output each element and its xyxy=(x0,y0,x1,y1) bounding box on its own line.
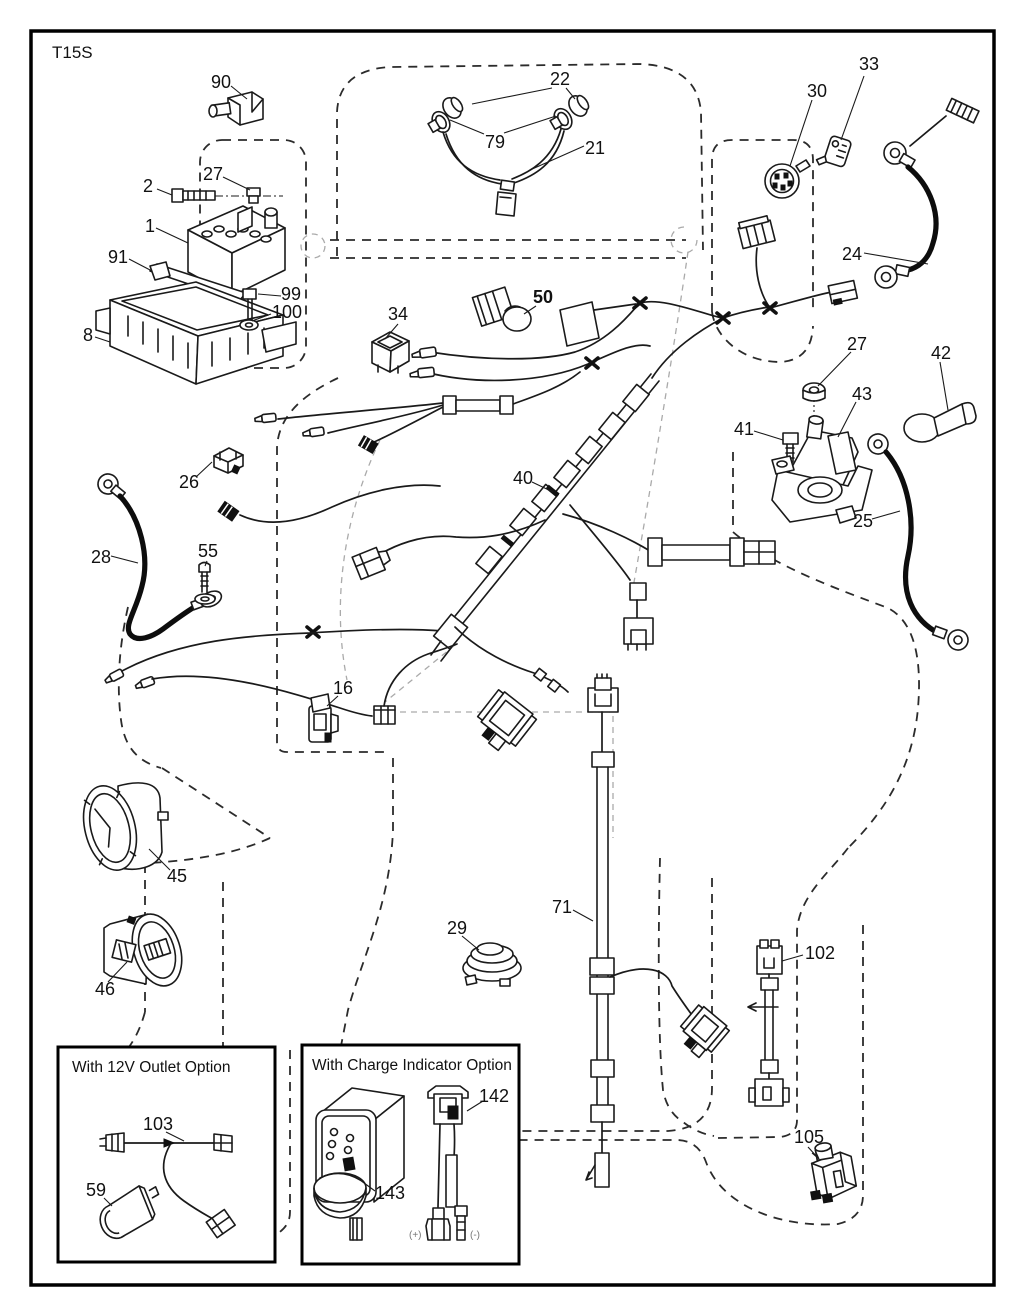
callout-29: 29 xyxy=(446,918,468,938)
callout-71: 71 xyxy=(551,897,573,917)
callout-50: 50 xyxy=(532,287,554,307)
relay xyxy=(803,1139,859,1205)
solenoid-ground-cable xyxy=(864,430,970,652)
callout-16: 16 xyxy=(332,678,354,698)
callout-90: 90 xyxy=(210,72,232,92)
callout-40: 40 xyxy=(512,468,534,488)
callout-100: 100 xyxy=(271,302,303,322)
callout-22: 22 xyxy=(549,69,571,89)
callout-34: 34 xyxy=(387,304,409,324)
callout-26: 26 xyxy=(178,472,200,492)
callout-46: 46 xyxy=(94,979,116,999)
callout-99: 99 xyxy=(280,284,302,304)
option-box-charge xyxy=(302,1045,519,1264)
callout-30: 30 xyxy=(806,81,828,101)
headlight-switch xyxy=(372,332,409,373)
battery-nut xyxy=(247,188,260,203)
callout-1: 1 xyxy=(144,216,156,236)
callout-59: 59 xyxy=(85,1180,107,1200)
inline-connector-mate xyxy=(744,541,775,564)
connector-assembly xyxy=(748,940,789,1106)
callout-24: 24 xyxy=(841,244,863,264)
plunger-switch xyxy=(309,694,338,742)
callout-105: 105 xyxy=(793,1127,825,1147)
callout-33: 33 xyxy=(858,54,880,74)
ignition-connector xyxy=(737,215,775,305)
callout-43: 43 xyxy=(851,384,873,404)
callout-103: 103 xyxy=(142,1114,174,1134)
option-box-12v xyxy=(58,1047,275,1262)
callout-8: 8 xyxy=(82,325,94,345)
callout-143: 143 xyxy=(374,1183,406,1203)
callout-45: 45 xyxy=(166,866,188,886)
connector-assembly-bottom xyxy=(749,1079,789,1106)
minus-label: (-) xyxy=(470,1230,480,1241)
battery-terminal xyxy=(265,208,277,228)
wing-nut xyxy=(240,320,258,330)
callout-28: 28 xyxy=(90,547,112,567)
callout-27b: 27 xyxy=(846,334,868,354)
battery-bolt xyxy=(172,189,283,202)
seat-connector-pair xyxy=(469,688,538,757)
callout-142: 142 xyxy=(478,1086,510,1106)
hourmeter-gauge xyxy=(104,908,190,993)
interlock-module xyxy=(472,287,531,331)
decal xyxy=(560,302,599,346)
seat-harness-top-connector xyxy=(588,674,618,712)
seat-harness-branch-connector xyxy=(673,1003,731,1061)
plus-label: (+) xyxy=(409,1230,422,1241)
charge-harness-minus-terminal xyxy=(455,1206,467,1240)
callout-21: 21 xyxy=(584,138,606,158)
page-title: T15S xyxy=(52,43,93,62)
drop-connector xyxy=(624,618,653,650)
battery-cable xyxy=(875,98,979,288)
callout-41: 41 xyxy=(733,419,755,439)
callout-102: 102 xyxy=(804,943,836,963)
fuse xyxy=(214,448,243,474)
callout-25: 25 xyxy=(852,511,874,531)
terminal-boot xyxy=(904,403,976,442)
decal-wire xyxy=(594,304,636,310)
callout-27a: 27 xyxy=(202,164,224,184)
pigtail-wires xyxy=(104,485,443,716)
bullet-terminals xyxy=(410,347,437,379)
dash-cap xyxy=(463,943,521,986)
callout-79: 79 xyxy=(484,132,506,152)
ground-screw xyxy=(195,563,215,605)
callout-55: 55 xyxy=(197,541,219,561)
battery-box xyxy=(96,282,296,384)
fuse-holder xyxy=(255,372,580,453)
ignition-key xyxy=(815,133,852,172)
ignition-switch xyxy=(765,160,810,198)
option-box-12v-title: With 12V Outlet Option xyxy=(72,1059,231,1076)
solenoid xyxy=(772,415,872,523)
option-box-charge-title: With Charge Indicator Option xyxy=(312,1057,512,1074)
callout-42: 42 xyxy=(930,343,952,363)
hood-plug xyxy=(209,92,263,125)
ammeter-gauge xyxy=(75,780,168,876)
callout-2: 2 xyxy=(142,176,154,196)
callout-91: 91 xyxy=(107,247,129,267)
